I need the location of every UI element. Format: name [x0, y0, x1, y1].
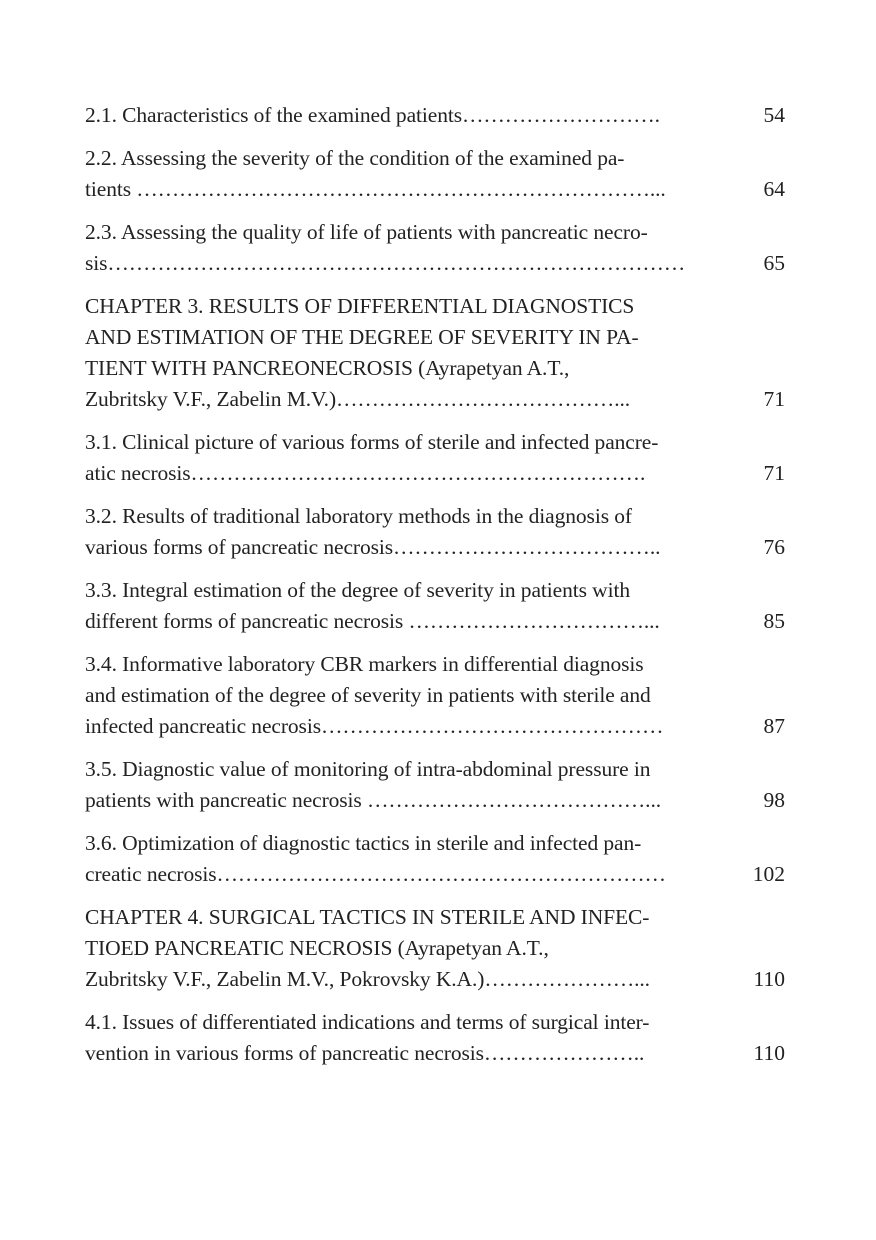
toc-entry-page: 98: [763, 788, 785, 812]
toc-entry-title: CHAPTER 3. RESULTS OF DIFFERENTIAL DIAGNOSTICS AND ESTIMATION OF THE DEGREE OF SEVERITY IN PA- TIENT WITH PANCREONECROSIS (Ayrapetyan A.T., Zubritsky V.F., Zabelin M.V.)…………………………………...: [85, 294, 639, 411]
toc-entry-3-4[interactable]: [85, 649, 785, 742]
toc-entry-page: 87: [763, 714, 785, 738]
toc-entry-chapter-3[interactable]: [85, 291, 785, 415]
toc-entry-page: 65: [763, 251, 785, 275]
toc-entry-2-3[interactable]: [85, 217, 785, 279]
toc-entry-page: 76: [763, 535, 785, 559]
table-of-contents: [85, 100, 785, 1081]
toc-entry-title: CHAPTER 4. SURGICAL TACTICS IN STERILE AND INFEC- TIOED PANCREATIC NECROSIS (Ayrapetyan A.T., Zubritsky V.F., Zabelin M.V., Pokrovsky K.A.)…………………...: [85, 905, 650, 991]
toc-entry-4-1[interactable]: [85, 1007, 785, 1069]
toc-entry-title: 3.5. Diagnostic value of monitoring of intra-abdominal pressure in patients with pancreatic necrosis …………………………………...: [85, 757, 661, 812]
toc-entry-chapter-4[interactable]: [85, 902, 785, 995]
toc-entry-3-6[interactable]: [85, 828, 785, 890]
toc-entry-page: 110: [753, 1041, 785, 1065]
toc-entry-title: 2.2. Assessing the severity of the condition of the examined pa- tients ………………………………………………………………...: [85, 146, 666, 201]
toc-entry-title: 3.4. Informative laboratory CBR markers in differential diagnosis and estimation of the degree of severity in patients with sterile and infected pancreatic necrosis…………………………………………: [85, 652, 664, 738]
toc-entry-title: 2.3. Assessing the quality of life of patients with pancreatic necro- sis………………………………………………………………………: [85, 220, 686, 275]
toc-entry-page: 64: [763, 177, 785, 201]
toc-entry-page: 110: [753, 967, 785, 991]
toc-entry-2-1[interactable]: [85, 100, 785, 131]
toc-entry-title: 3.1. Clinical picture of various forms of sterile and infected pancre- atic necrosis……………………………………………………….: [85, 430, 659, 485]
toc-entry-title: 3.2. Results of traditional laboratory methods in the diagnosis of various forms of pancreatic necrosis………………………………..: [85, 504, 661, 559]
toc-entry-3-5[interactable]: [85, 754, 785, 816]
toc-entry-page: 85: [763, 609, 785, 633]
toc-entry-title: 4.1. Issues of differentiated indications and terms of surgical inter- vention in various forms of pancreatic necrosis…………………..: [85, 1010, 650, 1065]
toc-entry-2-2[interactable]: [85, 143, 785, 205]
toc-entry-title: 3.3. Integral estimation of the degree of severity in patients with different forms of pancreatic necrosis ……………………………...: [85, 578, 660, 633]
toc-entry-3-1[interactable]: [85, 427, 785, 489]
toc-entry-3-3[interactable]: [85, 575, 785, 637]
toc-entry-title: 3.6. Optimization of diagnostic tactics in sterile and infected pan- creatic necrosis………………………………………………………: [85, 831, 666, 886]
toc-entry-3-2[interactable]: [85, 501, 785, 563]
toc-entry-page: 54: [763, 103, 785, 127]
toc-entry-page: 71: [763, 461, 785, 485]
toc-entry-title: 2.1. Characteristics of the examined patients……………………….: [85, 103, 660, 127]
toc-entry-page: 71: [763, 387, 785, 411]
toc-entry-page: 102: [752, 862, 785, 886]
